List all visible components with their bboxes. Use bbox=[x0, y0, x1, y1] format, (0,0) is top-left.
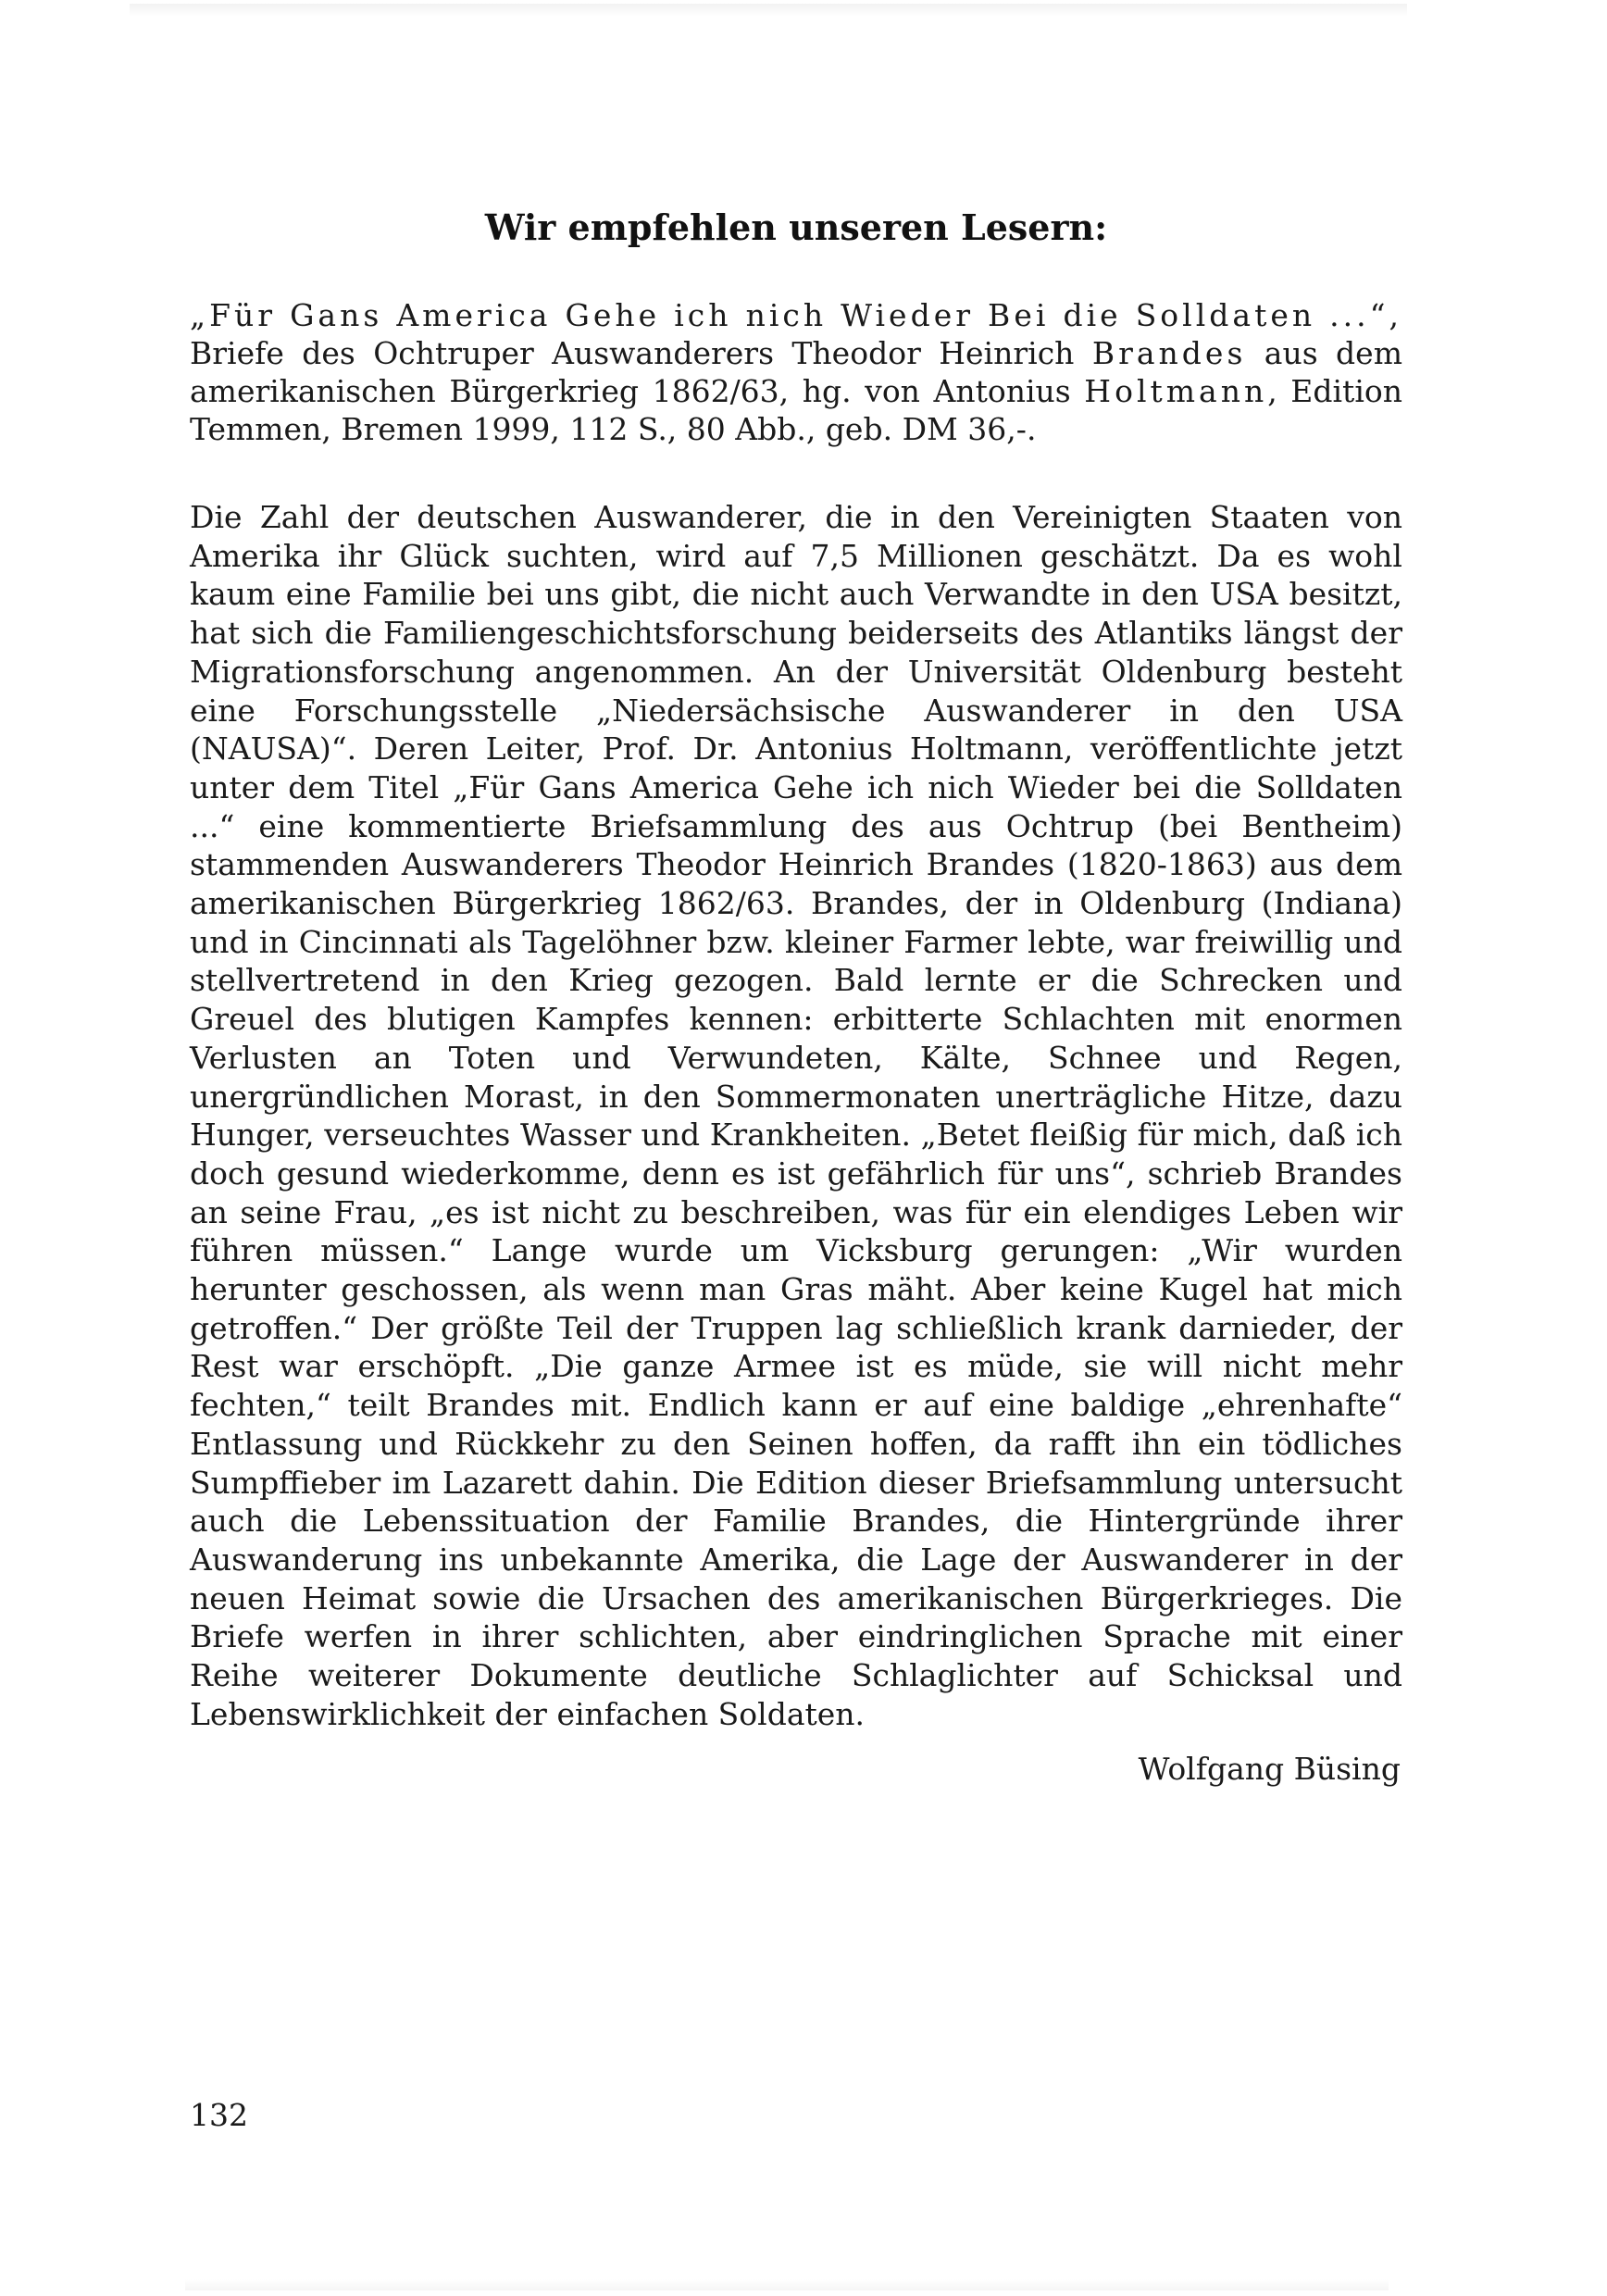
page-heading: Wir empfehlen unseren Lesern: bbox=[484, 206, 1108, 248]
review-body: Die Zahl der deutschen Auswanderer, die in den Vereinigten Staaten von Amerika ihr Glück suchten, wird auf 7,5 Millionen geschätzt. Da es wohl kaum eine Familie bei uns gibt, die nicht auch Verwandte in den USA besitzt, hat sich die Familiengeschichtsforschung beiderseits des Atlantiks längst der Migrationsforschung angenommen. An der Universität Oldenburg besteht eine Forschungsstelle „Niedersächsische Auswanderer in den USA (NAUSA)“. Deren Leiter, Prof. Dr. Antonius Holtmann, veröffentlichte jetzt unter dem Titel „Für Gans America Gehe ich nich Wieder bei die Solldaten ...“ eine kommentierte Briefsammlung des aus Ochtrup (bei Bentheim) stammenden Auswanderers Theodor Heinrich Brandes (1820-1863) aus dem amerikanischen Bürgerkrieg 1862/63. Brandes, der in Oldenburg (Indiana) und in Cincinnati als Tagelöhner bzw. kleiner Farmer lebte, war freiwillig und stellvertretend in den Krieg gezogen. Bald lernte er die Schrecken und Greuel des blutigen Kampfes kennen: erbitterte Schlachten mit enormen Verlusten an Toten und Verwundeten, Kälte, Schnee und Regen, unergründlichen Morast, in den Sommermonaten unerträgliche Hitze, dazu Hunger, verseuchtes Wasser und Krankheiten. „Betet fleißig für mich, daß ich doch gesund wiederkomme, denn es ist gefährlich für uns“, schrieb Brandes an seine Frau, „es ist nicht zu beschreiben, was für ein elendiges Leben wir führen müssen.“ Lange wurde um Vicksburg gerungen: „Wir wurden herunter geschossen, als wenn man Gras mäht. Aber keine Kugel hat mich getroffen.“ Der größte Teil der Truppen lag schließlich krank darnieder, der Rest war erschöpft. „Die ganze Armee ist es müde, sie will nicht mehr fechten,“ teilt Brandes mit. Endlich kann er auf eine baldige „ehrenhafte“ Entlassung und Rückkehr zu den Seinen hoffen, da rafft ihn ein tödliches Sumpffieber im Lazarett dahin. Die Edition dieser Briefsammlung untersucht auch die Lebenssituation der Familie Brandes, die Hintergründe ihrer Auswanderung ins unbekannte Amerika, die Lage der Auswanderer in der neuen Heimat sowie die Ursachen des amerikanischen Bürgerkrieges. Die Briefe werfen in ihrer schlichten, aber eindringlichen Sprache mit einer Reihe weiterer Dokumente deutliche Schlaglichter auf Schicksal und Lebenswirklichkeit der einfachen Soldaten. bbox=[190, 499, 1402, 1732]
book-citation bbox=[190, 296, 1402, 448]
citation-text-part1: Briefe des Ochtruper Auswanderers Theodor Heinrich bbox=[190, 335, 1092, 371]
citation-text-part2: aus dem amerikanischen Bürgerkrieg 1862/63, hg. von Antonius bbox=[190, 335, 1403, 409]
scan-shadow-top bbox=[130, 4, 1407, 17]
citation-text-part3: , Edition Temmen, Bremen 1999, 112 S., 80 Abb., geb. DM 36,-. bbox=[190, 373, 1402, 447]
review-author: Wolfgang Büsing bbox=[1138, 1751, 1401, 1787]
page-number: 132 bbox=[190, 2097, 248, 2133]
citation-title-quote: „Für Gans America Gehe ich nich Wieder Bei die Solldaten ...“, bbox=[190, 297, 1402, 333]
scan-shadow-bottom bbox=[185, 2279, 1389, 2290]
citation-editor-name: Holtmann bbox=[1084, 373, 1268, 409]
citation-person-name: Brandes bbox=[1091, 335, 1247, 371]
